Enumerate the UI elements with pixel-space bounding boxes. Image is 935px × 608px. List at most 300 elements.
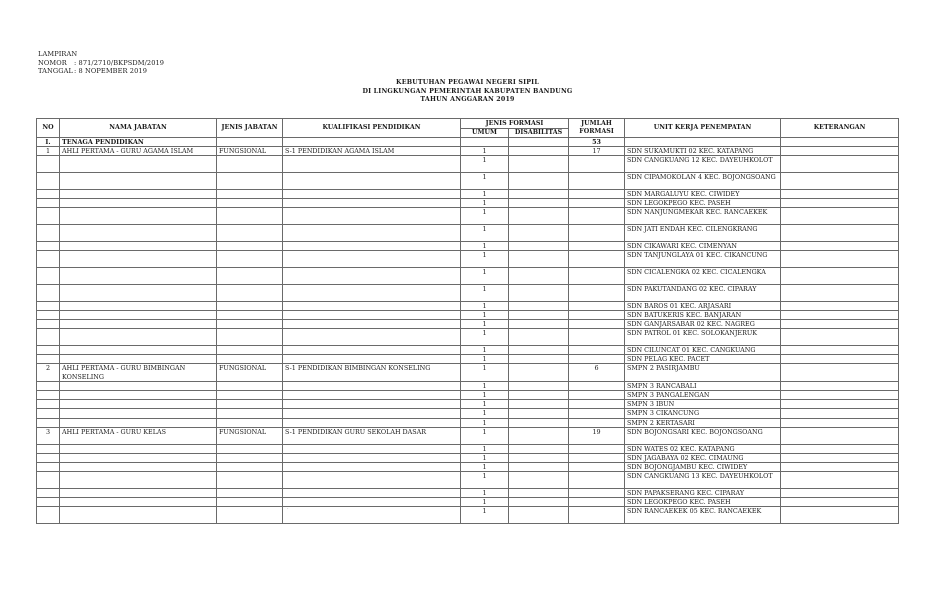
cell-unit-kerja: SDN CANGKUANG 13 KEC. DAYEUHKOLOT bbox=[625, 472, 781, 489]
cell-disabilitas bbox=[509, 301, 569, 310]
cell-unit-kerja: SDN CILUNCAT 01 KEC. CANGKUANG bbox=[625, 346, 781, 355]
cell-unit-kerja: SDN PATROL 01 KEC. SOLOKANJERUK bbox=[625, 329, 781, 346]
table-row bbox=[37, 310, 899, 319]
cell-no bbox=[37, 418, 60, 427]
cell-jenis-jabatan: FUNGSIONAL bbox=[217, 147, 283, 156]
cell-unit-kerja: SDN BOJONGJAMBU KEC. CIWIDEY bbox=[625, 463, 781, 472]
cell-unit-kerja: SDN RANCAEKEK 05 KEC. RANCAEKEK bbox=[625, 507, 781, 524]
cell-no bbox=[37, 391, 60, 400]
cell-disabilitas bbox=[509, 427, 569, 444]
cell-keterangan bbox=[781, 156, 899, 173]
cell-umum: 1 bbox=[461, 381, 509, 390]
cell-no bbox=[37, 463, 60, 472]
nomor-label: NOMOR bbox=[38, 58, 67, 67]
cell-disabilitas bbox=[509, 284, 569, 301]
cell-disabilitas bbox=[509, 190, 569, 199]
cell-disabilitas bbox=[509, 444, 569, 453]
header-jenis-jabatan: JENIS JABATAN bbox=[217, 119, 283, 138]
cell-unit-kerja: SDN LEGOKPEGO KEC. PASEH bbox=[625, 199, 781, 208]
cell-keterangan bbox=[781, 208, 899, 225]
cell-no bbox=[37, 498, 60, 507]
cell-disabilitas bbox=[509, 242, 569, 251]
cell-unit-kerja: SDN MARGALUYU KEC. CIWIDEY bbox=[625, 190, 781, 199]
cell-umum: 1 bbox=[461, 391, 509, 400]
cell-unit-kerja: SDN WATES 02 KEC. KATAPANG bbox=[625, 444, 781, 453]
cell-no bbox=[37, 400, 60, 409]
cell-unit-kerja: SMPN 3 CIKANCUNG bbox=[625, 409, 781, 418]
cell-jenis-jabatan bbox=[217, 268, 283, 285]
cell-nama-jabatan bbox=[60, 268, 217, 285]
cell-jumlah: 6 bbox=[569, 364, 625, 381]
cell-kualifikasi bbox=[283, 346, 461, 355]
cell-jenis-jabatan bbox=[217, 199, 283, 208]
cell-kualifikasi bbox=[283, 320, 461, 329]
cell-kualifikasi bbox=[283, 173, 461, 190]
header-kualifikasi: KUALIFIKASI PENDIDIKAN bbox=[283, 119, 461, 138]
cell-keterangan bbox=[781, 498, 899, 507]
cell-jenis-jabatan bbox=[217, 346, 283, 355]
section-jumlah: 53 bbox=[569, 138, 625, 147]
cell-jumlah bbox=[569, 268, 625, 285]
header-jumlah-formasi bbox=[569, 119, 625, 138]
cell-umum: 1 bbox=[461, 190, 509, 199]
cell-nama-jabatan bbox=[60, 444, 217, 453]
cell-nama-jabatan bbox=[60, 489, 217, 498]
cell-nama-jabatan bbox=[60, 208, 217, 225]
cell-disabilitas bbox=[509, 147, 569, 156]
cell-keterangan bbox=[781, 329, 899, 346]
header-keterangan: KETERANGAN bbox=[781, 119, 899, 138]
table-row bbox=[37, 156, 899, 173]
cell-kualifikasi bbox=[283, 190, 461, 199]
table-row bbox=[37, 355, 899, 364]
cell-no bbox=[37, 268, 60, 285]
cell-jumlah bbox=[569, 391, 625, 400]
cell-disabilitas bbox=[509, 507, 569, 524]
cell-unit-kerja: SDN CICALENGKA 02 KEC. CICALENGKA bbox=[625, 268, 781, 285]
cell-kualifikasi: S-1 PENDIDIKAN BIMBINGAN KONSELING bbox=[283, 364, 461, 381]
cell-jenis-jabatan bbox=[217, 498, 283, 507]
nomor-value: : 871/2710/BKPSDM/2019 bbox=[74, 58, 165, 67]
cell-kualifikasi bbox=[283, 498, 461, 507]
cell-umum: 1 bbox=[461, 355, 509, 364]
header-umum: UMUM bbox=[461, 129, 509, 138]
cell-jenis-jabatan bbox=[217, 418, 283, 427]
cell-umum: 1 bbox=[461, 427, 509, 444]
cell-nama-jabatan: AHLI PERTAMA - GURU BIMBINGAN KONSELING bbox=[60, 364, 217, 381]
cell-disabilitas bbox=[509, 364, 569, 381]
cell-keterangan bbox=[781, 444, 899, 453]
cell-jumlah bbox=[569, 453, 625, 462]
cell-keterangan bbox=[781, 310, 899, 319]
cell-kualifikasi bbox=[283, 329, 461, 346]
cell-no bbox=[37, 173, 60, 190]
cell-jenis-jabatan bbox=[217, 242, 283, 251]
cell-keterangan bbox=[781, 364, 899, 381]
cell-disabilitas bbox=[509, 409, 569, 418]
cell-jumlah bbox=[569, 199, 625, 208]
table-row bbox=[37, 463, 899, 472]
table-row bbox=[37, 507, 899, 524]
cell-jumlah bbox=[569, 156, 625, 173]
cell-umum: 1 bbox=[461, 301, 509, 310]
cell-disabilitas bbox=[509, 199, 569, 208]
cell-jenis-jabatan bbox=[217, 208, 283, 225]
cell-unit-kerja: SDN CANGKUANG 12 KEC. DAYEUHKOLOT bbox=[625, 156, 781, 173]
cell-jenis-jabatan bbox=[217, 507, 283, 524]
cell-kualifikasi: S-1 PENDIDIKAN AGAMA ISLAM bbox=[283, 147, 461, 156]
cell-unit-kerja: SDN LEGOKPEGO KEC. PASEH bbox=[625, 498, 781, 507]
cell-no bbox=[37, 346, 60, 355]
cell-jumlah bbox=[569, 355, 625, 364]
cell-jenis-jabatan bbox=[217, 156, 283, 173]
cell-unit-kerja: SDN PAKUTANDANG 02 KEC. CIPARAY bbox=[625, 284, 781, 301]
cell-nama-jabatan bbox=[60, 242, 217, 251]
table-row bbox=[37, 409, 899, 418]
cell-disabilitas bbox=[509, 208, 569, 225]
cell-jumlah: 17 bbox=[569, 147, 625, 156]
cell-umum: 1 bbox=[461, 320, 509, 329]
cell-kualifikasi bbox=[283, 242, 461, 251]
cell-no bbox=[37, 251, 60, 268]
cell-unit-kerja: SDN CIKAWARI KEC. CIMENYAN bbox=[625, 242, 781, 251]
cell-disabilitas bbox=[509, 329, 569, 346]
cell-disabilitas bbox=[509, 320, 569, 329]
cell-keterangan bbox=[781, 147, 899, 156]
header-unit-kerja: UNIT KERJA PENEMPATAN bbox=[625, 119, 781, 138]
cell-unit-kerja: SMPN 3 RANCABALI bbox=[625, 381, 781, 390]
cell-keterangan bbox=[781, 199, 899, 208]
cell-unit-kerja: SDN TANJUNGLAYA 01 KEC. CIKANCUNG bbox=[625, 251, 781, 268]
table-row bbox=[37, 225, 899, 242]
cell-jenis-jabatan bbox=[217, 391, 283, 400]
table-row bbox=[37, 242, 899, 251]
cell-jenis-jabatan bbox=[217, 400, 283, 409]
cell-keterangan bbox=[781, 190, 899, 199]
cell-nama-jabatan bbox=[60, 190, 217, 199]
cell-jenis-jabatan: FUNGSIONAL bbox=[217, 427, 283, 444]
cell-unit-kerja: SMPN 3 IBUN bbox=[625, 400, 781, 409]
cell-kualifikasi bbox=[283, 472, 461, 489]
cell-kualifikasi bbox=[283, 400, 461, 409]
cell-keterangan bbox=[781, 507, 899, 524]
header-no: NO bbox=[37, 119, 60, 138]
cell-nama-jabatan bbox=[60, 400, 217, 409]
cell-umum: 1 bbox=[461, 507, 509, 524]
cell-kualifikasi: S-1 PENDIDIKAN GURU SEKOLAH DASAR bbox=[283, 427, 461, 444]
cell-keterangan bbox=[781, 409, 899, 418]
cell-umum: 1 bbox=[461, 268, 509, 285]
cell-jenis-jabatan bbox=[217, 173, 283, 190]
title-line-2: DI LINGKUNGAN PEMERINTAH KABUPATEN BANDUNG bbox=[362, 87, 573, 95]
cell-unit-kerja: SDN SUKAMUKTI 02 KEC. KATAPANG bbox=[625, 147, 781, 156]
cell-no bbox=[37, 409, 60, 418]
cell-disabilitas bbox=[509, 489, 569, 498]
cell-no bbox=[37, 381, 60, 390]
table-row bbox=[37, 498, 899, 507]
table-row bbox=[37, 190, 899, 199]
cell-keterangan bbox=[781, 355, 899, 364]
cell-umum: 1 bbox=[461, 400, 509, 409]
cell-nama-jabatan bbox=[60, 418, 217, 427]
cell-jumlah bbox=[569, 507, 625, 524]
cell-keterangan bbox=[781, 268, 899, 285]
table-row bbox=[37, 391, 899, 400]
cell-no bbox=[37, 208, 60, 225]
document-title bbox=[0, 79, 935, 105]
tanggal-row bbox=[38, 67, 164, 76]
cell-nama-jabatan bbox=[60, 225, 217, 242]
cell-jumlah bbox=[569, 329, 625, 346]
cell-jumlah: 19 bbox=[569, 427, 625, 444]
cell-disabilitas bbox=[509, 391, 569, 400]
cell-keterangan bbox=[781, 400, 899, 409]
cell-nama-jabatan bbox=[60, 381, 217, 390]
cell-kualifikasi bbox=[283, 507, 461, 524]
cell-disabilitas bbox=[509, 355, 569, 364]
cell-no bbox=[37, 190, 60, 199]
table-row bbox=[37, 284, 899, 301]
section-name: TENAGA PENDIDIKAN bbox=[60, 138, 217, 147]
cell-unit-kerja: SDN JATI ENDAH KEC. CILENGKRANG bbox=[625, 225, 781, 242]
cell-jenis-jabatan bbox=[217, 453, 283, 462]
cell-umum: 1 bbox=[461, 329, 509, 346]
cell-unit-kerja: SDN CIPAMOKOLAN 4 KEC. BOJONGSOANG bbox=[625, 173, 781, 190]
table-row bbox=[37, 427, 899, 444]
header-jumlah-line1: JUMLAH bbox=[581, 120, 612, 128]
cell-no bbox=[37, 355, 60, 364]
cell-keterangan bbox=[781, 251, 899, 268]
cell-jenis-jabatan bbox=[217, 320, 283, 329]
header-nama-jabatan: NAMA JABATAN bbox=[60, 119, 217, 138]
cell-kualifikasi bbox=[283, 444, 461, 453]
tanggal-label: TANGGAL bbox=[38, 67, 73, 76]
cell-nama-jabatan: AHLI PERTAMA - GURU KELAS bbox=[60, 427, 217, 444]
cell-jenis-jabatan bbox=[217, 381, 283, 390]
cell-kualifikasi bbox=[283, 381, 461, 390]
cell-nama-jabatan bbox=[60, 199, 217, 208]
cell-nama-jabatan bbox=[60, 355, 217, 364]
cell-jumlah bbox=[569, 381, 625, 390]
cell-umum: 1 bbox=[461, 225, 509, 242]
cell-unit-kerja: SMPN 3 PANGALENGAN bbox=[625, 391, 781, 400]
cell-umum: 1 bbox=[461, 284, 509, 301]
cell-jenis-jabatan bbox=[217, 301, 283, 310]
cell-umum: 1 bbox=[461, 463, 509, 472]
table-row bbox=[37, 489, 899, 498]
cell-disabilitas bbox=[509, 498, 569, 507]
cell-jenis-jabatan bbox=[217, 472, 283, 489]
cell-kualifikasi bbox=[283, 453, 461, 462]
cell-unit-kerja: SMPN 2 PASIRJAMBU bbox=[625, 364, 781, 381]
cell-nama-jabatan bbox=[60, 301, 217, 310]
cell-keterangan bbox=[781, 463, 899, 472]
cell-kualifikasi bbox=[283, 284, 461, 301]
cell-keterangan bbox=[781, 381, 899, 390]
cell-no bbox=[37, 453, 60, 462]
cell-umum: 1 bbox=[461, 489, 509, 498]
cell-jumlah bbox=[569, 173, 625, 190]
header-disabilitas: DISABILITAS bbox=[509, 129, 569, 138]
cell-jumlah bbox=[569, 242, 625, 251]
section-row bbox=[37, 138, 899, 147]
cell-unit-kerja: SDN JAGABAYA 02 KEC. CIMAUNG bbox=[625, 453, 781, 462]
cell-kualifikasi bbox=[283, 310, 461, 319]
cell-jumlah bbox=[569, 251, 625, 268]
cell-jenis-jabatan bbox=[217, 310, 283, 319]
cell-jumlah bbox=[569, 346, 625, 355]
cell-umum: 1 bbox=[461, 472, 509, 489]
header-jumlah-line2: FORMASI bbox=[579, 128, 614, 135]
cell-nama-jabatan bbox=[60, 173, 217, 190]
title-line-3: TAHUN ANGGARAN 2019 bbox=[420, 96, 515, 104]
cell-nama-jabatan bbox=[60, 507, 217, 524]
cell-no bbox=[37, 301, 60, 310]
cell-jenis-jabatan bbox=[217, 190, 283, 199]
cell-keterangan bbox=[781, 301, 899, 310]
title-line-1: KEBUTUHAN PEGAWAI NEGERI SIPIL bbox=[396, 79, 539, 86]
cell-no bbox=[37, 199, 60, 208]
cell-jenis-jabatan: FUNGSIONAL bbox=[217, 364, 283, 381]
cell-jumlah bbox=[569, 208, 625, 225]
cell-disabilitas bbox=[509, 310, 569, 319]
cell-disabilitas bbox=[509, 381, 569, 390]
cell-umum: 1 bbox=[461, 418, 509, 427]
cell-keterangan bbox=[781, 391, 899, 400]
formasi-table bbox=[36, 118, 899, 524]
cell-unit-kerja: SDN PELAG KEC. PACET bbox=[625, 355, 781, 364]
table-row bbox=[37, 381, 899, 390]
cell-disabilitas bbox=[509, 463, 569, 472]
cell-kualifikasi bbox=[283, 251, 461, 268]
cell-jenis-jabatan bbox=[217, 444, 283, 453]
cell-keterangan bbox=[781, 453, 899, 462]
cell-nama-jabatan bbox=[60, 453, 217, 462]
table-row bbox=[37, 173, 899, 190]
cell-nama-jabatan bbox=[60, 409, 217, 418]
cell-keterangan bbox=[781, 173, 899, 190]
cell-disabilitas bbox=[509, 400, 569, 409]
cell-unit-kerja: SDN BOJONGSARI KEC. BOJONGSOANG bbox=[625, 427, 781, 444]
cell-nama-jabatan bbox=[60, 329, 217, 346]
cell-no: 1 bbox=[37, 147, 60, 156]
cell-kualifikasi bbox=[283, 409, 461, 418]
cell-jumlah bbox=[569, 400, 625, 409]
cell-kualifikasi bbox=[283, 418, 461, 427]
cell-disabilitas bbox=[509, 472, 569, 489]
table-row bbox=[37, 147, 899, 156]
table-row bbox=[37, 208, 899, 225]
cell-keterangan bbox=[781, 489, 899, 498]
table-row bbox=[37, 346, 899, 355]
cell-jumlah bbox=[569, 190, 625, 199]
cell-umum: 1 bbox=[461, 364, 509, 381]
cell-no bbox=[37, 472, 60, 489]
cell-umum: 1 bbox=[461, 208, 509, 225]
cell-disabilitas bbox=[509, 156, 569, 173]
tanggal-value: : 8 NOPEMBER 2019 bbox=[74, 67, 147, 76]
cell-jumlah bbox=[569, 301, 625, 310]
cell-unit-kerja: SDN PAPAKSERANG KEC. CIPARAY bbox=[625, 489, 781, 498]
scan-mark: · bbox=[287, 506, 289, 512]
cell-disabilitas bbox=[509, 251, 569, 268]
cell-no bbox=[37, 310, 60, 319]
cell-no bbox=[37, 489, 60, 498]
cell-jenis-jabatan bbox=[217, 355, 283, 364]
cell-no bbox=[37, 444, 60, 453]
cell-keterangan bbox=[781, 320, 899, 329]
cell-no bbox=[37, 329, 60, 346]
cell-jumlah bbox=[569, 284, 625, 301]
cell-kualifikasi bbox=[283, 156, 461, 173]
cell-umum: 1 bbox=[461, 251, 509, 268]
cell-nama-jabatan bbox=[60, 346, 217, 355]
document-meta bbox=[38, 50, 164, 76]
cell-umum: 1 bbox=[461, 310, 509, 319]
header-jenis-formasi: JENIS FORMASI bbox=[461, 119, 569, 129]
table-row bbox=[37, 418, 899, 427]
cell-jumlah bbox=[569, 310, 625, 319]
cell-no bbox=[37, 284, 60, 301]
cell-disabilitas bbox=[509, 225, 569, 242]
cell-no bbox=[37, 320, 60, 329]
cell-keterangan bbox=[781, 472, 899, 489]
cell-kualifikasi bbox=[283, 225, 461, 242]
table-row bbox=[37, 320, 899, 329]
cell-nama-jabatan bbox=[60, 320, 217, 329]
cell-umum: 1 bbox=[461, 453, 509, 462]
lampiran-label: LAMPIRAN bbox=[38, 50, 78, 58]
cell-keterangan bbox=[781, 346, 899, 355]
cell-kualifikasi bbox=[283, 355, 461, 364]
cell-jumlah bbox=[569, 489, 625, 498]
cell-jumlah bbox=[569, 463, 625, 472]
header-row-1 bbox=[37, 119, 899, 129]
cell-nama-jabatan: AHLI PERTAMA - GURU AGAMA ISLAM bbox=[60, 147, 217, 156]
cell-disabilitas bbox=[509, 453, 569, 462]
cell-unit-kerja: SDN BAROS 01 KEC. ARJASARI bbox=[625, 301, 781, 310]
cell-jenis-jabatan bbox=[217, 463, 283, 472]
cell-umum: 1 bbox=[461, 156, 509, 173]
cell-umum: 1 bbox=[461, 444, 509, 453]
cell-kualifikasi bbox=[283, 391, 461, 400]
cell-jenis-jabatan bbox=[217, 409, 283, 418]
cell-jumlah bbox=[569, 444, 625, 453]
cell-no bbox=[37, 242, 60, 251]
cell-disabilitas bbox=[509, 173, 569, 190]
cell-kualifikasi bbox=[283, 268, 461, 285]
section-no: I. bbox=[37, 138, 60, 147]
table-row bbox=[37, 329, 899, 346]
table-row bbox=[37, 444, 899, 453]
cell-umum: 1 bbox=[461, 346, 509, 355]
cell-jenis-jabatan bbox=[217, 284, 283, 301]
table-row bbox=[37, 268, 899, 285]
cell-kualifikasi bbox=[283, 199, 461, 208]
cell-unit-kerja: SDN GANJARSABAR 02 KEC. NAGREG bbox=[625, 320, 781, 329]
cell-jumlah bbox=[569, 472, 625, 489]
cell-umum: 1 bbox=[461, 173, 509, 190]
table-row bbox=[37, 301, 899, 310]
table-row bbox=[37, 199, 899, 208]
cell-disabilitas bbox=[509, 346, 569, 355]
nomor-row bbox=[38, 59, 164, 68]
cell-jumlah bbox=[569, 498, 625, 507]
cell-jumlah bbox=[569, 320, 625, 329]
cell-nama-jabatan bbox=[60, 284, 217, 301]
cell-nama-jabatan bbox=[60, 472, 217, 489]
table-row bbox=[37, 400, 899, 409]
